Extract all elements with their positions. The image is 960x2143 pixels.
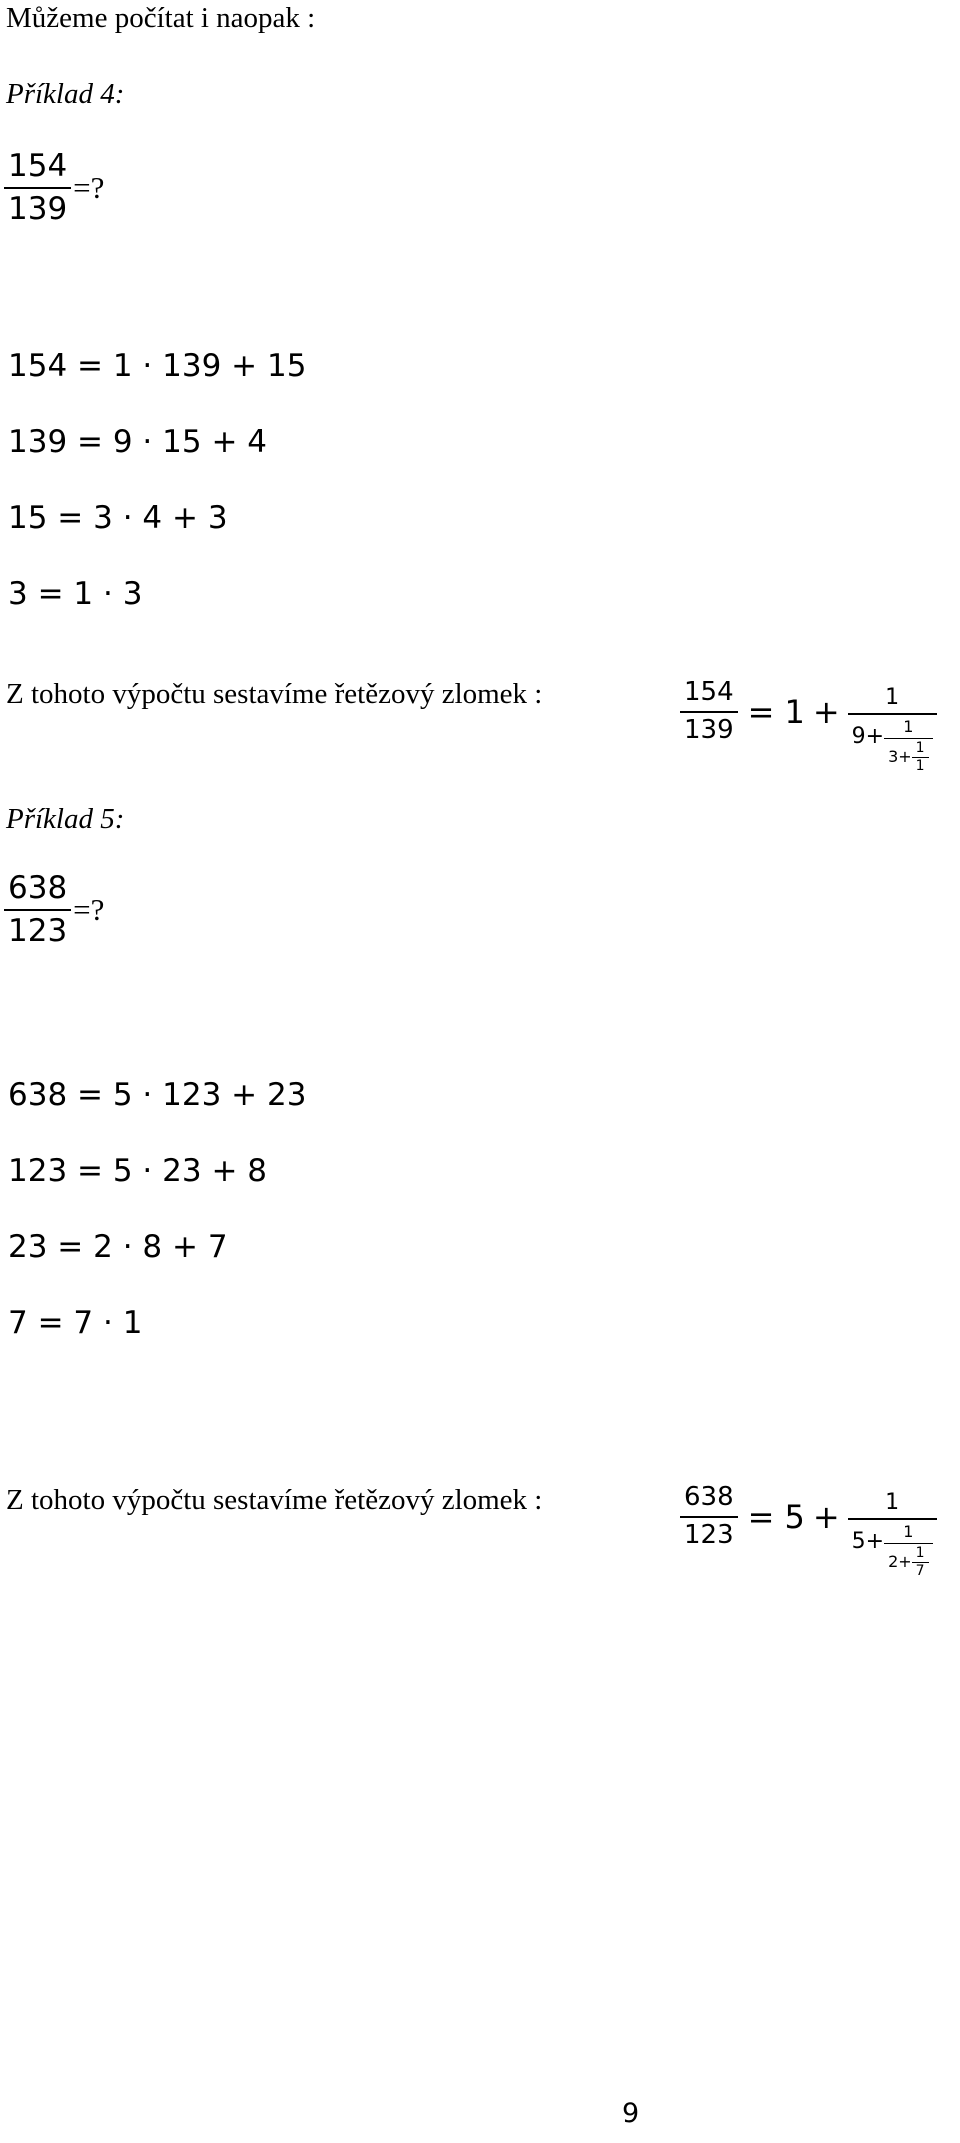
cf-n1: 1 [885,1490,900,1515]
cf-lhs-fraction [680,679,738,744]
cf-n3: 1 [915,1544,925,1561]
fraction-numerator: 638 [8,870,68,906]
example-4-step-2: 139 = 9 · 15 + 4 [8,424,267,460]
question-suffix: =? [73,891,105,927]
cf-n1: 1 [885,685,900,710]
cf-fraction-2 [884,719,933,773]
fraction-bar [4,187,71,189]
example-5-title: Příklad 5: [6,803,125,835]
example-5-step-2: 123 = 5 · 23 + 8 [8,1153,267,1189]
cf-fraction-3 [912,741,929,773]
example-5-step-3: 23 = 2 · 8 + 7 [8,1229,228,1265]
fraction-bar [848,713,937,715]
cf-lhs-numerator: 154 [684,677,734,708]
cf-lhs-denominator: 139 [684,714,734,745]
example-4-conclusion: Z tohoto výpočtu sestavíme řetězový zlomek : [6,678,543,710]
example-4-step-4: 3 = 1 · 3 [8,576,143,612]
page-number: 9 [622,2098,640,2129]
fraction-bar [884,738,933,739]
example-4-step-1: 154 = 1 · 139 + 15 [8,348,307,384]
cf-denominator-1 [848,1524,937,1578]
example-4-step-3: 15 = 3 · 4 + 3 [8,500,228,536]
cf-plus: + [812,692,840,731]
cf-lhs-fraction [680,1484,738,1549]
fraction-denominator: 139 [8,190,68,227]
cf-fraction-2 [884,1524,933,1578]
example-5-step-4: 7 = 7 · 1 [8,1305,143,1341]
fraction-bar [884,1543,933,1544]
example-5-conclusion: Z tohoto výpočtu sestavíme řetězový zlomek : [6,1484,543,1516]
cf-fraction-3 [912,1546,929,1578]
example-4-fraction [4,150,71,225]
question-suffix: =? [73,169,105,205]
fraction-bar [848,1518,937,1520]
cf-a1: 9+ [851,724,885,750]
cf-a2: 3+ [888,746,912,766]
example-5-question [4,872,104,947]
cf-n2: 1 [903,717,914,737]
cf-n2: 1 [903,1522,914,1542]
fraction-bar [680,1516,738,1518]
cf-nested-fraction [848,1491,937,1578]
cf-a0: 1 [784,692,805,731]
cf-nested-fraction [848,686,937,773]
fraction-bar [4,909,71,911]
cf-equals: = [747,692,775,731]
example-5-step-1: 638 = 5 · 123 + 23 [8,1077,307,1113]
cf-a2: 2+ [888,1551,912,1571]
cf-lhs-denominator: 123 [684,1519,734,1550]
example-5-continued-fraction [680,1455,937,1578]
cf-equals: = [747,1497,775,1536]
fraction-bar [680,711,738,713]
cf-plus: + [812,1497,840,1536]
fraction-numerator: 154 [8,148,68,184]
example-4-question [4,150,104,225]
cf-lhs-numerator: 638 [684,1482,734,1513]
cf-n3: 1 [915,739,925,756]
cf-denominator-2 [884,741,933,773]
cf-d3: 7 [915,1562,925,1579]
fraction-denominator: 123 [8,912,68,949]
example-5-fraction [4,872,71,947]
cf-a0: 5 [784,1497,805,1536]
example-4-continued-fraction [680,650,937,773]
example-4-title: Příklad 4: [6,78,125,110]
cf-denominator-1 [848,719,937,773]
cf-d3: 1 [915,757,925,774]
cf-denominator-2 [884,1546,933,1578]
page-heading: Můžeme počítat i naopak : [6,2,316,34]
cf-a1: 5+ [851,1529,885,1555]
